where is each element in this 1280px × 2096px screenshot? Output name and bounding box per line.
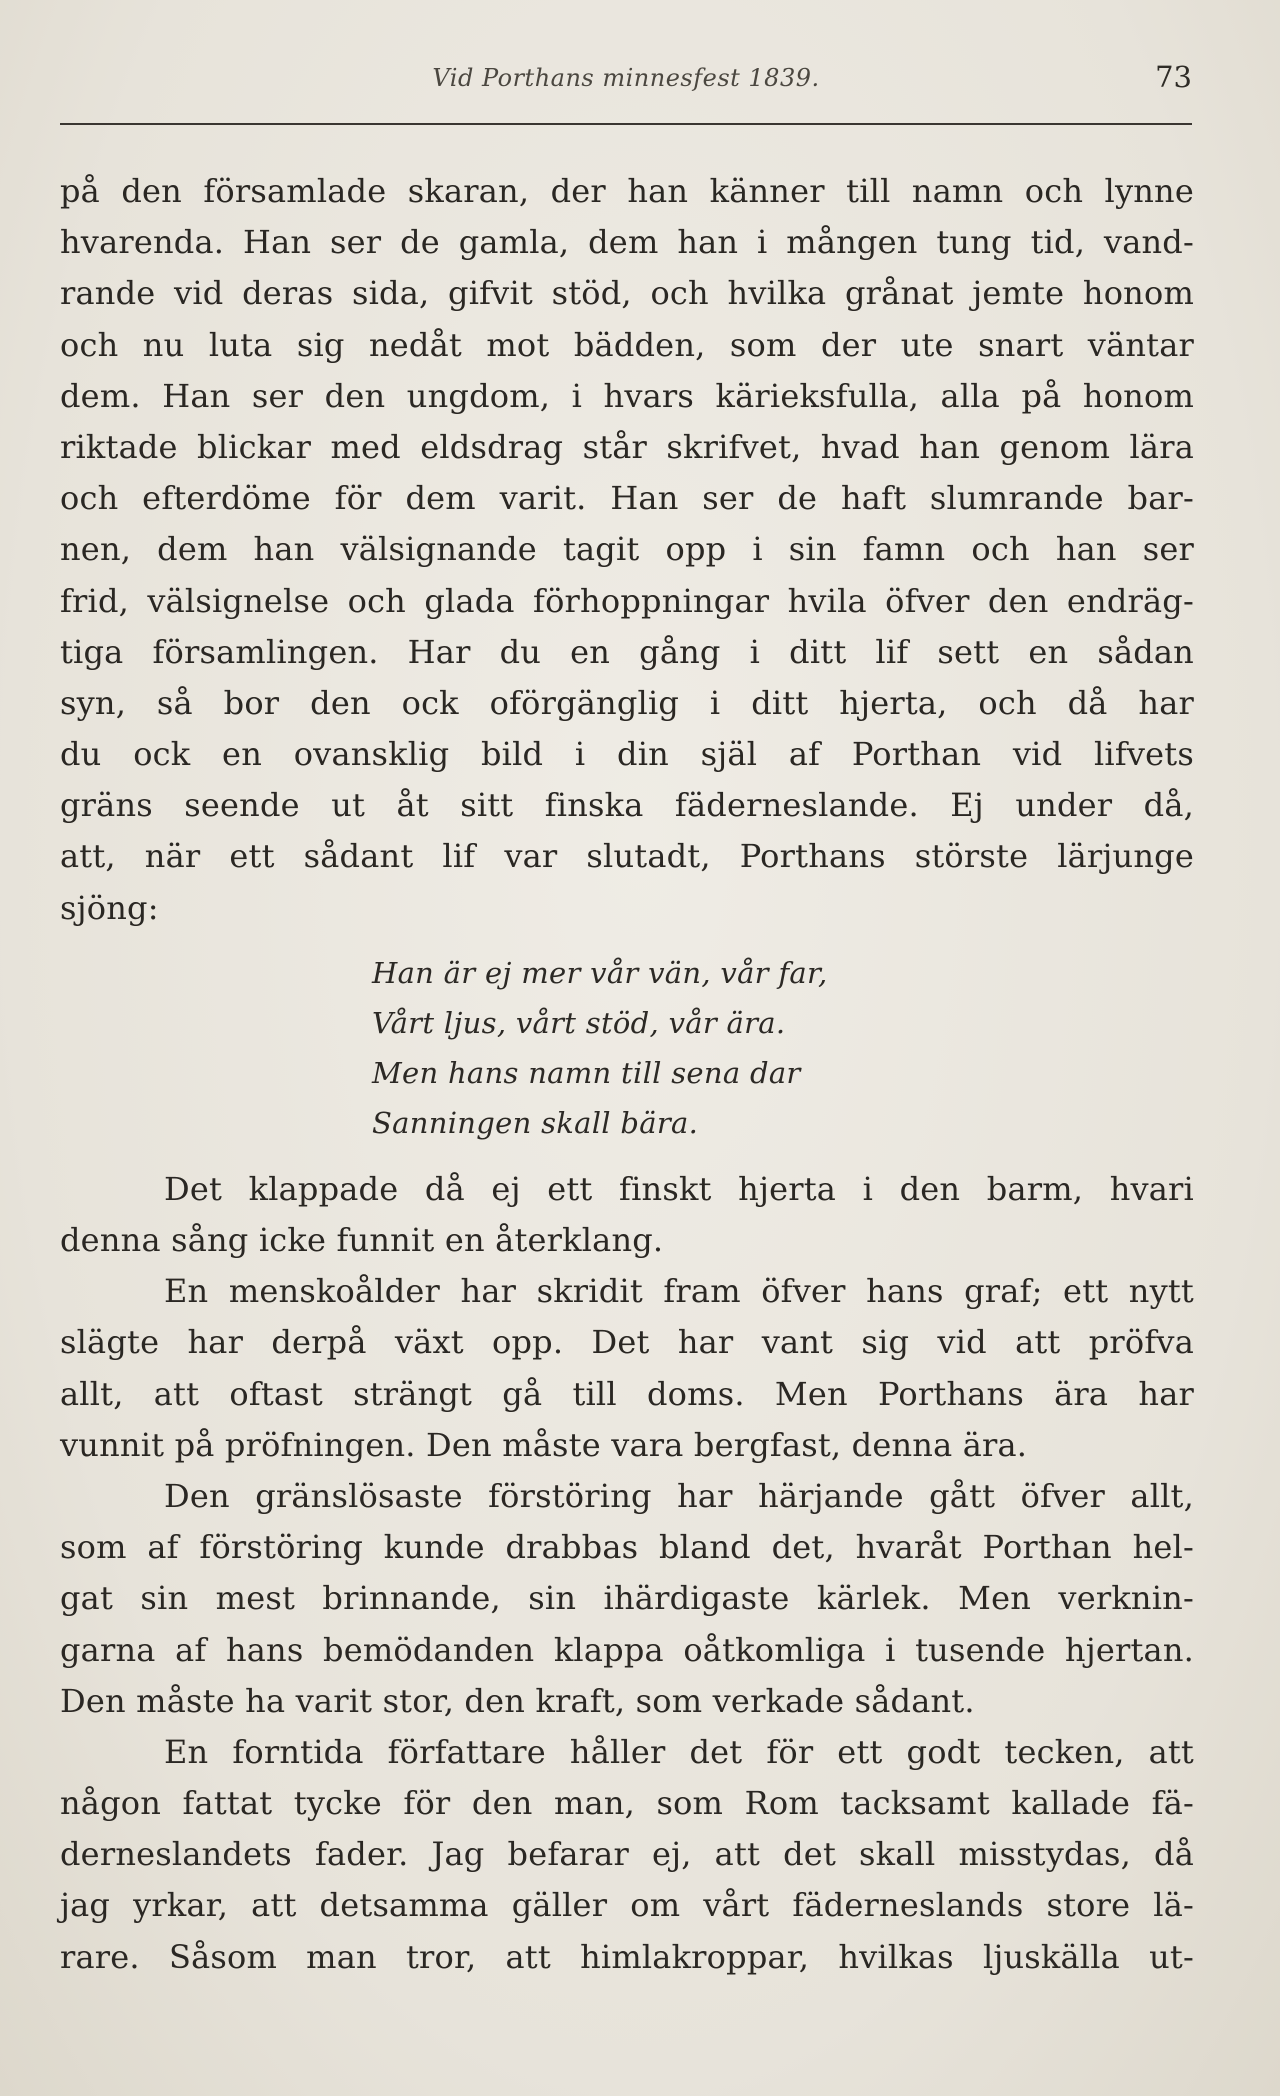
paragraph-4 [60, 1471, 1194, 1727]
text-line: vunnit på pröfningen. Den måste vara bergfast, denna ära. [60, 1425, 1028, 1464]
page-number: 73 [1155, 60, 1192, 94]
text-line: nen, dem han välsignande tagit opp i sin famn och han ser [60, 530, 1194, 569]
text-line: att, när ett sådant lif var slutadt, Porthans störste lärjunge [60, 837, 1194, 876]
text-line: någon fattat tycke för den man, som Rom tacksamt kallade fä- [60, 1784, 1194, 1823]
text-line: En forntida författare håller det för ett godt tecken, att [164, 1732, 1194, 1771]
text-line: Den måste ha varit stor, den kraft, som verkade sådant. [60, 1681, 975, 1720]
text-line: syn, så bor den ock oförgänglig i ditt hjerta, och då har [60, 683, 1194, 722]
text-line: Det klappade då ej ett finskt hjerta i den barm, hvari [164, 1169, 1194, 1208]
text-line: hvarenda. Han ser de gamla, dem han i mången tung tid, vand- [60, 223, 1194, 262]
poem-line: Han är ej mer vår vän, vår far, [372, 955, 828, 990]
paragraph-1 [60, 166, 1194, 934]
text-line: på den församlade skaran, der han känner till namn och lynne [60, 172, 1194, 210]
poem-line: Sanningen skall bära. [372, 1105, 699, 1140]
paragraph-3 [60, 1266, 1194, 1471]
text-line: du ock en ovansklig bild i din själ af Porthan vid lifvets [60, 735, 1194, 774]
text-line: och nu luta sig nedåt mot bädden, som der ute snart väntar [60, 325, 1194, 364]
text-line: Den gränslösaste förstöring har härjande gått öfver allt, [164, 1476, 1194, 1515]
text-line: frid, välsignelse och glada förhoppningar hvila öfver den endräg- [60, 581, 1194, 620]
text-line: och efterdöme för dem varit. Han ser de haft slumrande bar- [60, 479, 1194, 518]
paragraph-2 [60, 1164, 1194, 1266]
text-line: gat sin mest brinnande, sin ihärdigaste kärlek. Men verknin- [60, 1579, 1194, 1618]
text-line: sjöng: [60, 888, 159, 927]
page-header [60, 58, 1192, 106]
text-line: rare. Såsom man tror, att himlakroppar, hvilkas ljuskälla ut- [60, 1937, 1194, 1976]
text-line: rande vid deras sida, gifvit stöd, och hvilka grånat jemte honom [60, 274, 1194, 313]
body-text [60, 166, 1194, 1983]
text-line: slägte har derpå växt opp. Det har vant sig vid att pröfva [60, 1323, 1194, 1362]
poem-quote [60, 948, 1194, 1148]
text-line: tiga församlingen. Har du en gång i ditt lif sett en sådan [60, 632, 1194, 671]
text-line: dem. Han ser den ungdom, i hvars kärieksfulla, alla på honom [60, 376, 1194, 415]
paragraph-5 [60, 1727, 1194, 1983]
text-line: jag yrkar, att detsamma gäller om vårt fäderneslands store lä- [60, 1886, 1194, 1925]
text-line: riktade blickar med eldsdrag står skrifvet, hvad han genom lära [60, 427, 1194, 466]
text-line: derneslandets fader. Jag befarar ej, att det skall misstydas, då [60, 1835, 1194, 1874]
text-line: som af förstöring kunde drabbas bland det, hvaråt Porthan hel- [60, 1528, 1194, 1567]
running-title: Vid Porthans minnesfest 1839. [432, 64, 820, 92]
text-line: gräns seende ut åt sitt finska fäderneslande. Ej under då, [60, 786, 1194, 825]
poem-line: Men hans namn till sena dar [372, 1055, 801, 1090]
text-line: garna af hans bemödanden klappa oåtkomliga i tusende hjertan. [60, 1630, 1194, 1669]
text-line: allt, att oftast strängt gå till doms. Men Porthans ära har [60, 1374, 1194, 1413]
header-rule [60, 123, 1192, 125]
text-line: denna sång icke funnit en återklang. [60, 1221, 664, 1259]
poem-line: Vårt ljus, vårt stöd, vår ära. [372, 1005, 786, 1040]
text-line: En menskoålder har skridit fram öfver hans graf; ett nytt [164, 1272, 1194, 1311]
